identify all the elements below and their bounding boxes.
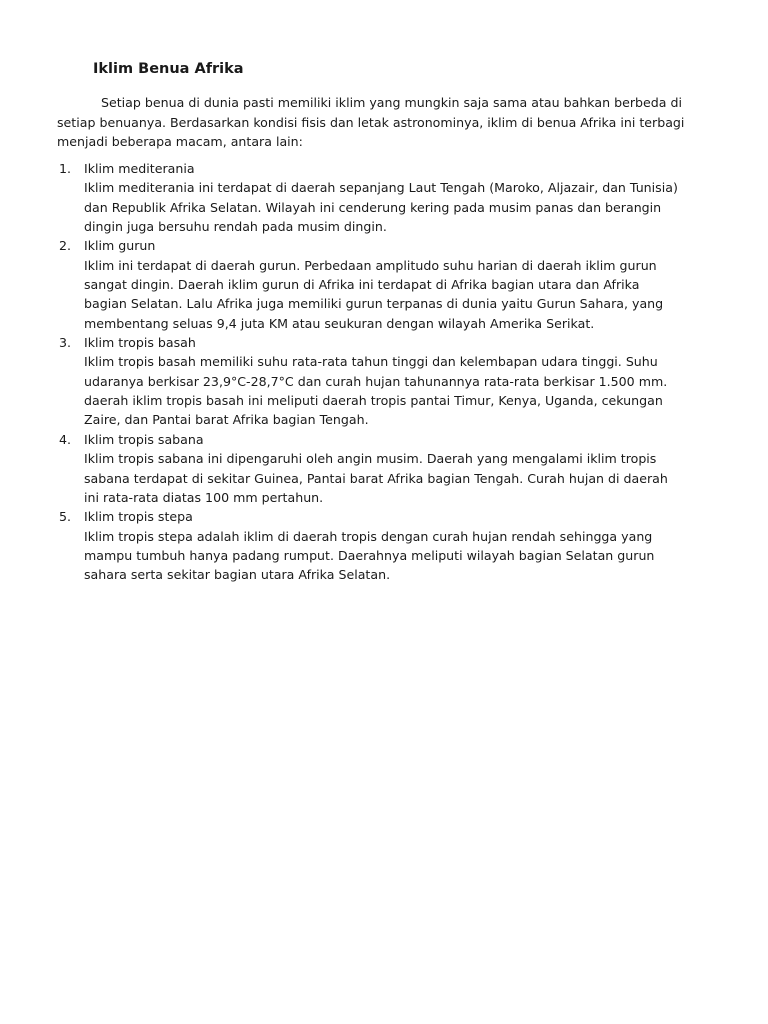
list-item-heading: Iklim mediterania [84,161,195,176]
list-number: 1. [59,161,72,176]
list-item-line: mampu tumbuh hanya padang rumput. Daerahnya meliputi wilayah bagian Selatan gurun [84,547,655,563]
list-number: 4. [59,431,72,447]
list-number: 3. [59,335,72,351]
list-item-line: Zaire, dan Pantai barat Afrika bagian Tengah. [84,412,369,428]
list-item-body [84,159,717,236]
list-item-body [84,507,717,584]
list-item-body [84,236,717,333]
list-item-line: Iklim tropis basah memiliki suhu rata-rata tahun tinggi dan kelembapan udara tinggi. Suhu [84,354,658,370]
list-item-line: sabana terdapat di sekitar Guinea, Pantai barat Afrika bagian Tengah. Curah hujan di daerah [84,470,668,486]
intro-line: setiap benuanya. Berdasarkan kondisi fisis dan letak astronominya, iklim di benua Afrika ini terbagi [57,114,685,130]
list-item-line: ini rata-rata diatas 100 mm pertahun. [84,489,324,505]
list-number: 5. [59,509,72,525]
list-item [57,507,717,584]
list-item-line: Iklim ini terdapat di daerah gurun. Perbedaan amplitudo suhu harian di daerah iklim gurun [84,257,657,273]
list-item-line: daerah iklim tropis basah ini meliputi daerah tropis pantai Timur, Kenya, Uganda, cekungan [84,393,663,409]
list-item-line: Iklim mediterania ini terdapat di daerah sepanjang Laut Tengah (Maroko, Aljazair, dan Tunisia) [84,180,678,196]
list-item-heading: Iklim gurun [84,238,156,254]
climate-list [57,159,717,585]
list-item-body [84,333,717,430]
list-item-heading: Iklim tropis stepa [84,509,193,525]
list-item [57,236,717,333]
list-item-line: Iklim tropis sabana ini dipengaruhi oleh angin musim. Daerah yang mengalami iklim tropis [84,451,657,467]
list-item [57,159,717,236]
list-item-heading: Iklim tropis sabana [84,431,204,447]
intro-paragraph [57,93,697,152]
list-item-heading: Iklim tropis basah [84,335,196,351]
document-title: Iklim Benua Afrika [93,61,244,77]
intro-line: menjadi beberapa macam, antara lain: [57,134,303,150]
list-item [57,333,717,430]
list-item-line: sahara serta sekitar bagian utara Afrika Selatan. [84,567,391,583]
list-item-line: membentang seluas 9,4 juta KM atau seukuran dengan wilayah Amerika Serikat. [84,315,595,331]
list-item-line: dan Republik Afrika Selatan. Wilayah ini cenderung kering pada musim panas dan berangin [84,199,662,215]
list-item-line: bagian Selatan. Lalu Afrika juga memiliki gurun terpanas di dunia yaitu Gurun Sahara, yang [84,296,664,312]
list-number: 2. [59,238,72,254]
list-item-line: Iklim tropis stepa adalah iklim di daerah tropis dengan curah hujan rendah sehingga yang [84,528,653,544]
list-item [57,430,717,507]
intro-line: Setiap benua di dunia pasti memiliki iklim yang mungkin saja sama atau bahkan berbeda di [101,95,682,110]
list-item-body [84,430,717,507]
list-item-line: sangat dingin. Daerah iklim gurun di Afrika ini terdapat di Afrika bagian utara dan Afrika [84,277,640,293]
list-item-line: dingin juga bersuhu rendah pada musim dingin. [84,219,387,235]
list-item-line: udaranya berkisar 23,9°C-28,7°C dan curah hujan tahunannya rata-rata berkisar 1.500 mm. [84,373,668,389]
